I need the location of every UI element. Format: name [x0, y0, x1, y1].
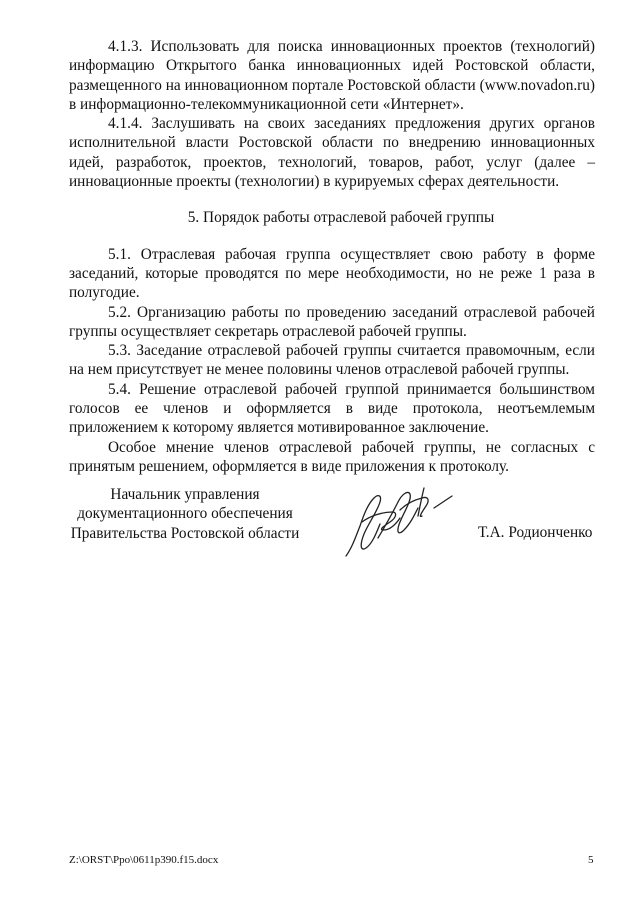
paragraph-5-4: 5.4. Решение отраслевой рабочей группой принимается большинством голосов ее членов и оформляется в виде протокола, неотъемлемым приложением к которому является мотивированное заключение. [69, 380, 595, 437]
footer-file-path: Z:\ORST\Ppo\0611p390.f15.docx [69, 854, 219, 866]
signatory-title-line: Правительства Ростовской области [70, 524, 300, 542]
paragraph-special-opinion: Особое мнение членов отраслевой рабочей группы, не согласных с принятым решением, оформляется в виде приложения к протоколу. [69, 438, 595, 475]
signatory-title-line: Начальник управления [110, 486, 260, 503]
paragraph-5-1: 5.1. Отраслевая рабочая группа осуществляет свою работу в форме заседаний, которые проводятся по мере необходимости, но не реже 1 раза в полугодие. [69, 245, 595, 302]
spacer [69, 228, 595, 245]
paragraph-4-1-3: 4.1.3. Использовать для поиска инновационных проектов (технологий) информацию Открытого банка инновационных идей Ростовской области, размещенного на инновационном портале Ростовской области (www.novadon.ru) в информационно-телекоммуникационной сети «Интернет». [69, 38, 595, 113]
section-5-heading: 5. Порядок работы отраслевой рабочей группы [187, 209, 495, 227]
paragraph-4-1-4: 4.1.4. Заслушивать на своих заседаниях предложения других органов исполнительной власти Ростовской области по внедрению инновационных идей, разработок, проектов, технологий, товаров, работ, услуг (далее – инновационные проекты (технологии) в курируемых сферах деятельности. [69, 115, 595, 191]
page-number: 5 [588, 854, 594, 866]
signatory-title-line: документационного обеспечения [77, 505, 293, 523]
signatory-title [69, 485, 301, 543]
document-body [69, 37, 595, 476]
paragraph-5-3: 5.3. Заседание отраслевой рабочей группы считается правомочным, если на нем присутствует не менее половины членов отраслевой рабочей группы. [69, 342, 595, 379]
spacer [69, 191, 595, 208]
handwritten-signature [338, 478, 458, 563]
paragraph-5-2: 5.2. Организацию работы по проведению заседаний отраслевой рабочей группы осуществляет секретарь отраслевой рабочей группы. [69, 303, 595, 340]
signatory-name: Т.А. Родионченко [478, 524, 593, 541]
